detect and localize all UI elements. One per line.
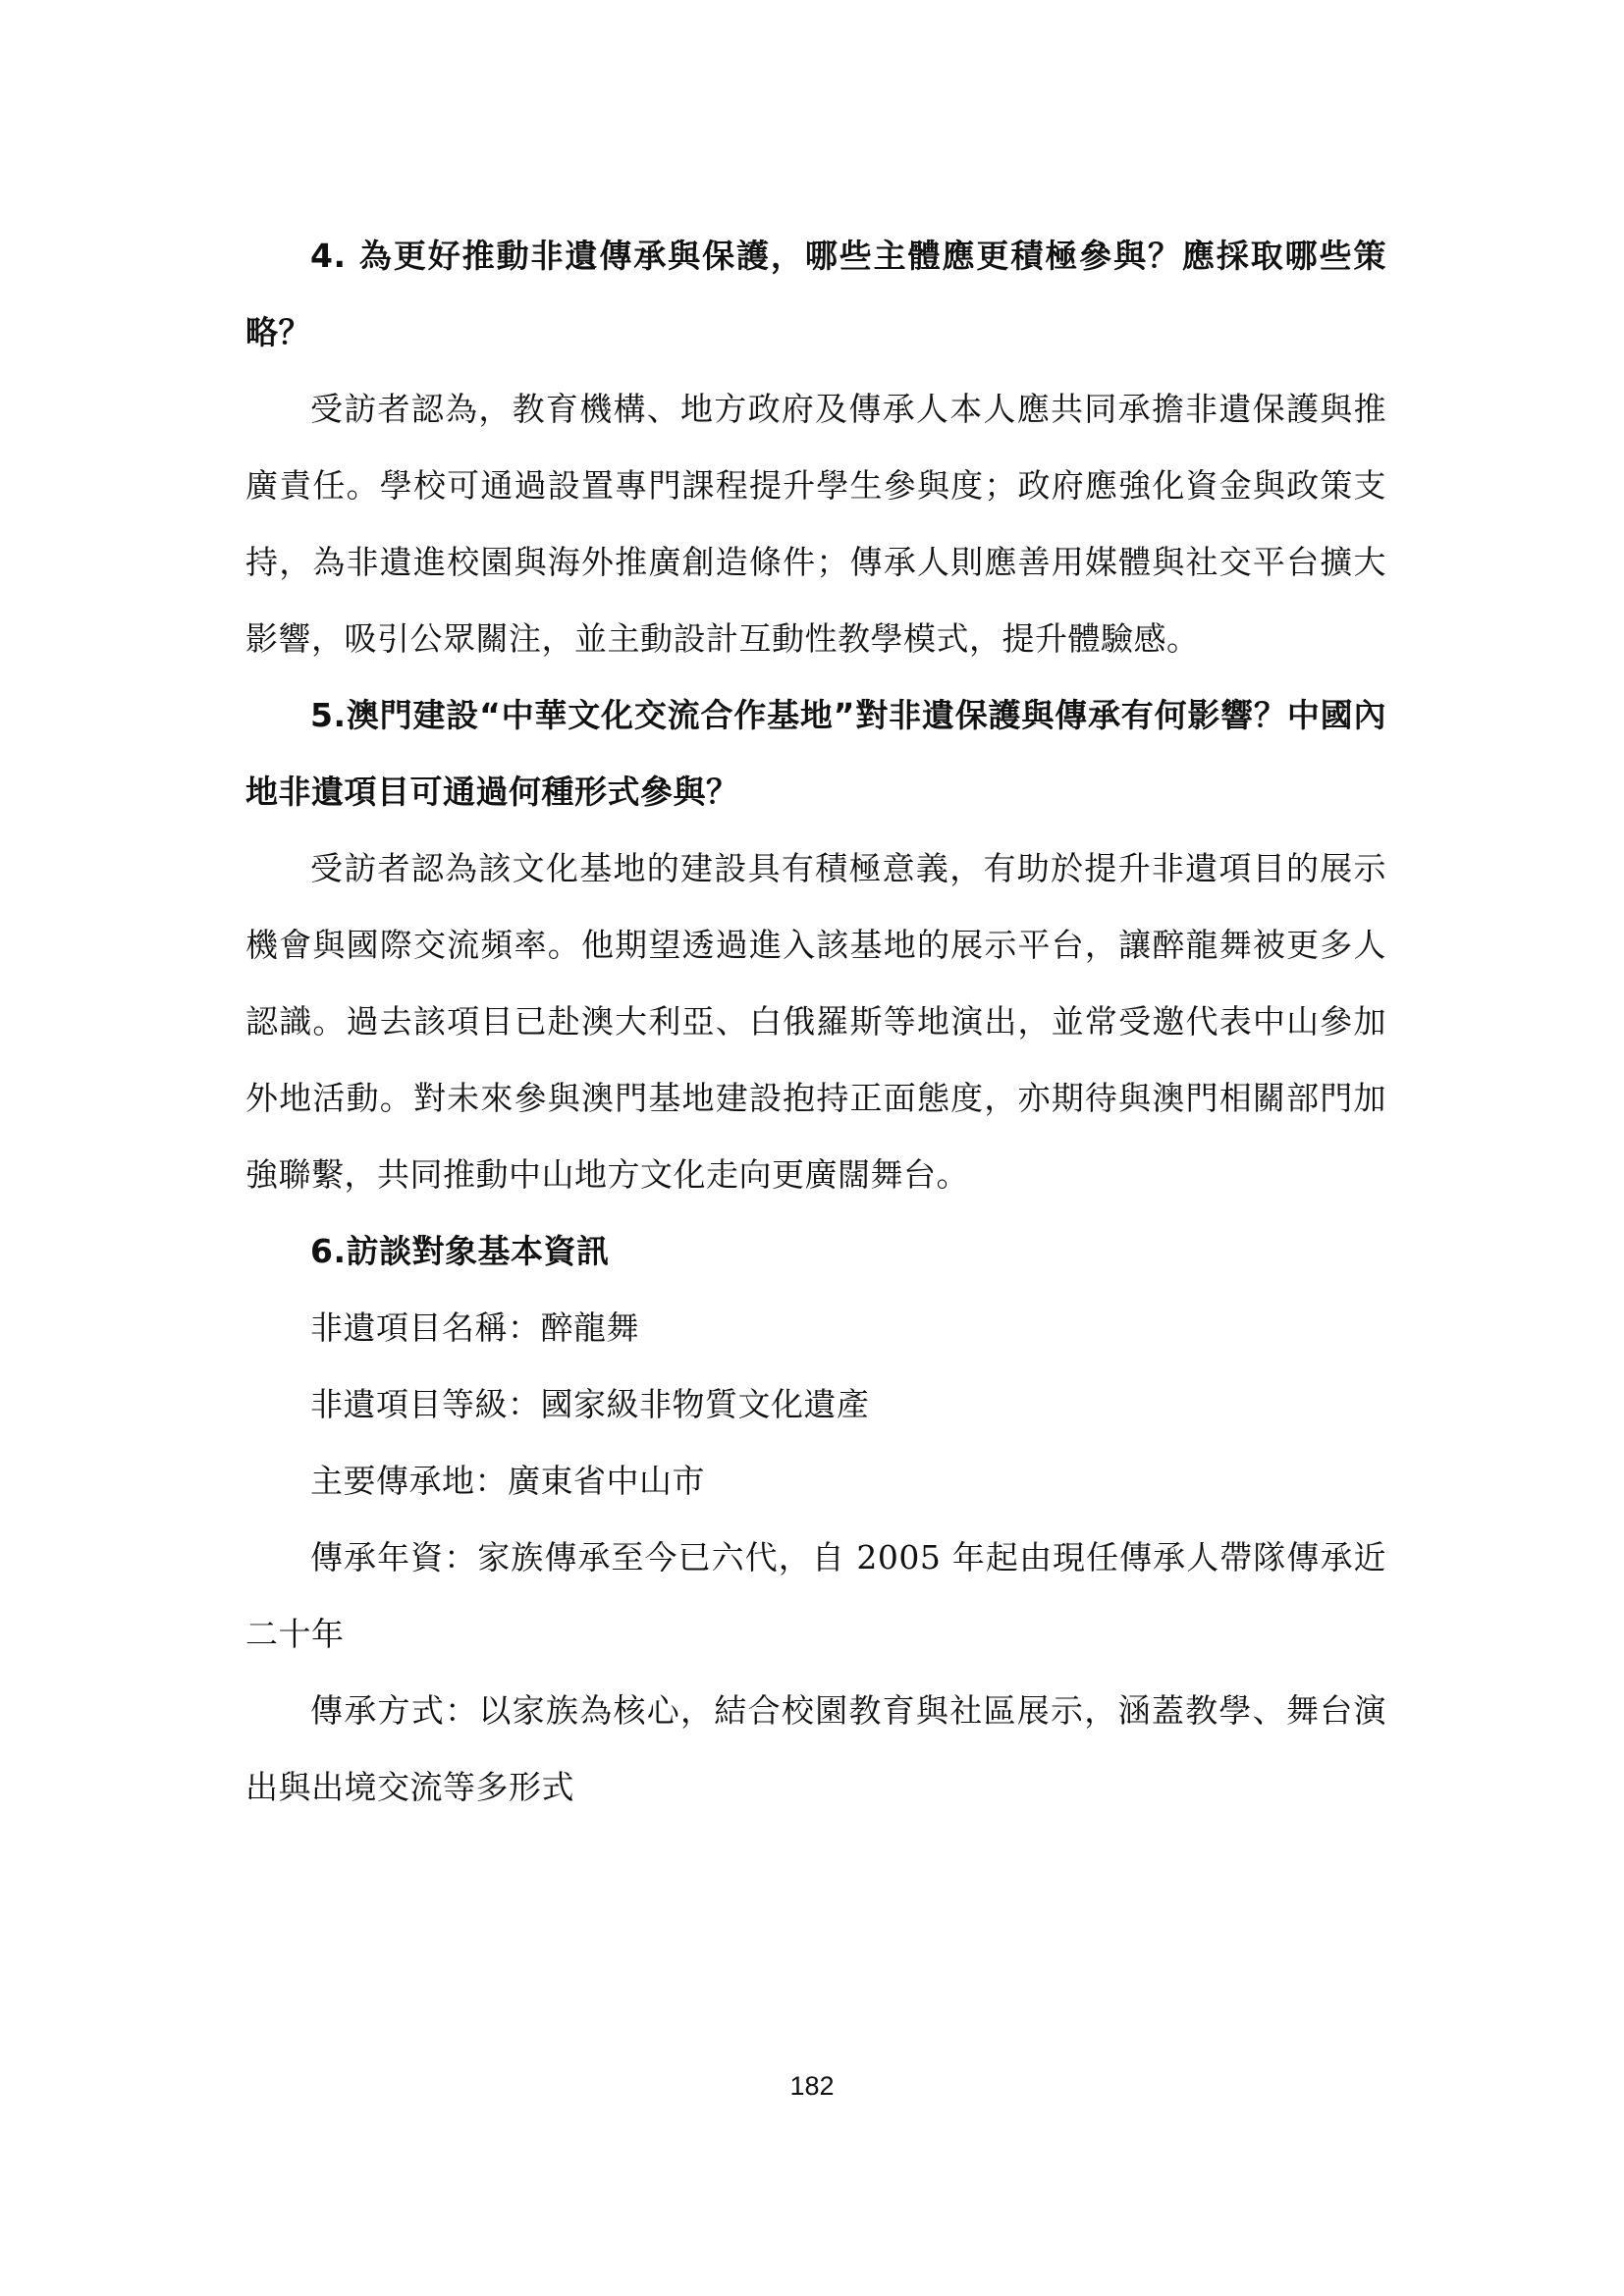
section-6-heading: 6.訪談對象基本資訊 [310, 1232, 610, 1270]
field-project-level: 非遺項目等級：國家級非物質文化遺產 [310, 1385, 870, 1423]
question-5-heading: 5.澳門建設“中華文化交流合作基地”對非遺保護與傳承有何影響？中國內地非遺項目可通過何種形式參與？ [245, 696, 1386, 811]
page-number: 182 [789, 2071, 835, 2101]
question-4-heading: 4. 為更好推動非遺傳承與保護，哪些主體應更積極參與？應採取哪些策略？ [245, 237, 1386, 351]
page-body [245, 218, 1386, 1826]
field-project-name: 非遺項目名稱：醉龍舞 [310, 1308, 639, 1347]
answer-5-paragraph: 受訪者認為該文化基地的建設具有積極意義，有助於提升非遺項目的展示機會與國際交流頻率。他期望透過進入該基地的展示平台，讓醉龍舞被更多人認識。過去該項目已赴澳大利亞、白俄羅斯等地演出，並常受邀代表中山參加外地活動。對未來參與澳門基地建設抱持正面態度，亦期待與澳門相關部門加強聯繫，共同推動中山地方文化走向更廣闊舞台。 [245, 849, 1386, 1194]
answer-4-paragraph: 受訪者認為，教育機構、地方政府及傳承人本人應共同承擔非遺保護與推廣責任。學校可通過設置專門課程提升學生參與度；政府應強化資金與政策支持，為非遺進校園與海外推廣創造條件；傳承人則應善用媒體與社交平台擴大影響，吸引公眾關注，並主動設計互動性教學模式，提升體驗感。 [245, 390, 1386, 658]
field-inheritance-years: 傳承年資：家族傳承至今已六代，自 2005 年起由現任傳承人帶隊傳承近二十年 [245, 1538, 1386, 1653]
field-main-location: 主要傳承地：廣東省中山市 [310, 1462, 705, 1500]
field-inheritance-method: 傳承方式：以家族為核心，結合校園教育與社區展示，涵蓋教學、舞台演出與出境交流等多形式 [245, 1691, 1386, 1806]
